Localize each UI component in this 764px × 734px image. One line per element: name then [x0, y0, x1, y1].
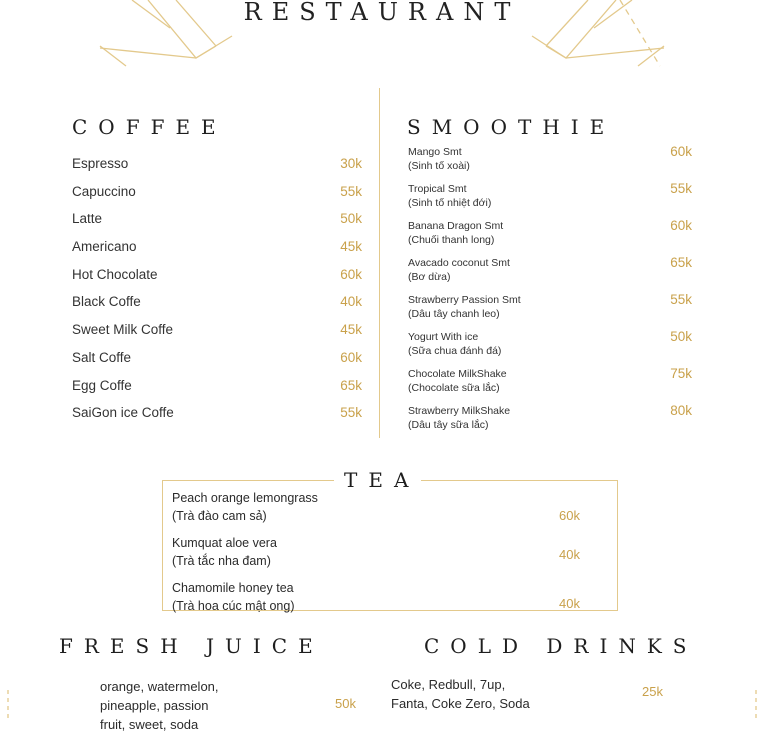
list-item [408, 219, 692, 256]
juice-line: orange, watermelon, [100, 679, 219, 694]
list-item [408, 367, 692, 404]
item-subtitle: (Dâu tây chanh leo) [408, 308, 500, 320]
item-subtitle: (Sinh tố xoài) [408, 160, 470, 172]
item-name: Egg Coffe [72, 377, 132, 393]
item-name: Sweet Milk Coffe [72, 322, 174, 338]
item-name: Banana Dragon Smt [408, 220, 504, 232]
list-item [408, 330, 692, 367]
item-subtitle: (Dâu tây sữa lắc) [408, 419, 489, 431]
list-item [408, 145, 692, 182]
list-item [72, 316, 362, 344]
item-price: 50k [340, 211, 362, 227]
juice-line: pineapple, passion [100, 698, 209, 713]
coffee-heading: COFFEE [72, 115, 227, 139]
item-price: 55k [670, 181, 692, 196]
list-item [72, 344, 362, 372]
tea-heading: TEA [334, 468, 421, 492]
list-item [408, 182, 692, 219]
list-item [172, 534, 602, 570]
fresh-juice-description [100, 677, 280, 734]
item-subtitle: (Sữa chua đánh đá) [408, 345, 502, 357]
list-item [72, 399, 362, 427]
list-item [408, 256, 692, 293]
item-price: 60k [670, 144, 692, 159]
item-name: Americano [72, 239, 137, 255]
cold-line: Fanta, Coke Zero, Soda [391, 696, 530, 711]
item-name: Latte [72, 211, 103, 227]
item-name: Black Coffe [72, 294, 141, 310]
item-name: Tropical Smt [408, 183, 467, 195]
tea-box [162, 480, 618, 611]
item-price: 30k [340, 156, 362, 171]
list-item [72, 372, 362, 400]
item-name: Capuccino [72, 183, 136, 199]
list-item [72, 205, 362, 233]
item-subtitle: (Bơ dừa) [408, 271, 451, 283]
item-price: 60k [340, 349, 362, 365]
item-subtitle: (Sinh tố nhiệt đới) [408, 197, 492, 209]
item-price: 60k [670, 218, 692, 233]
item-price: 65k [340, 377, 362, 393]
coffee-list [72, 150, 362, 427]
item-subtitle: (Trà tắc nha đam) [172, 554, 271, 568]
item-name: SaiGon ice Coffe [72, 405, 174, 421]
list-item [72, 233, 362, 261]
item-price: 60k [559, 508, 580, 523]
smoothie-list [408, 145, 692, 441]
list-item [72, 178, 362, 206]
item-name: Avacado coconut Smt [408, 257, 510, 269]
list-item [172, 579, 602, 615]
item-name: Peach orange lemongrass [172, 491, 318, 505]
item-price: 40k [559, 596, 580, 611]
item-price: 55k [670, 292, 692, 307]
cold-line: Coke, Redbull, 7up, [391, 677, 506, 692]
list-item [172, 489, 602, 525]
list-item [408, 404, 692, 441]
item-subtitle: (Trà hoa cúc mật ong) [172, 599, 295, 613]
list-item [72, 288, 362, 316]
column-divider [379, 88, 380, 438]
cold-drinks-price: 25k [642, 684, 663, 699]
item-name: Kumquat aloe vera [172, 536, 277, 550]
item-price: 65k [670, 255, 692, 270]
item-name: Mango Smt [408, 146, 462, 158]
item-price: 40k [559, 547, 580, 562]
item-name: Strawberry MilkShake [408, 405, 511, 417]
item-subtitle: (Trà đào cam sả) [172, 509, 267, 523]
item-price: 55k [340, 405, 362, 421]
item-price: 55k [340, 183, 362, 199]
item-price: 45k [340, 239, 362, 255]
item-name: Salt Coffe [72, 349, 132, 365]
item-price: 60k [340, 266, 362, 282]
item-subtitle: (Chocolate sữa lắc) [408, 382, 500, 394]
fresh-juice-heading: FRESH JUICE [59, 634, 324, 658]
item-name: Chocolate MilkShake [408, 368, 507, 380]
item-price: 50k [670, 329, 692, 344]
fresh-juice-price: 50k [335, 696, 356, 711]
item-name: Espresso [72, 156, 129, 171]
item-price: 75k [670, 366, 692, 381]
item-name: Strawberry Passion Smt [408, 294, 521, 306]
item-price: 45k [340, 322, 362, 338]
list-item [408, 293, 692, 330]
restaurant-title: RESTAURANT [243, 0, 521, 26]
item-name: Chamomile honey tea [172, 581, 294, 595]
item-name: Hot Chocolate [72, 266, 158, 282]
item-name: Yogurt With ice [408, 331, 479, 343]
item-price: 80k [670, 403, 692, 418]
cold-drinks-description [391, 675, 571, 713]
list-item [72, 150, 362, 178]
juice-line: fruit, sweet, soda [100, 717, 199, 732]
item-subtitle: (Chuối thanh long) [408, 234, 495, 246]
list-item [72, 261, 362, 289]
cold-drinks-heading: COLD DRINKS [424, 634, 698, 658]
smoothie-heading: SMOOTHIE [407, 115, 616, 139]
item-price: 40k [340, 294, 362, 310]
